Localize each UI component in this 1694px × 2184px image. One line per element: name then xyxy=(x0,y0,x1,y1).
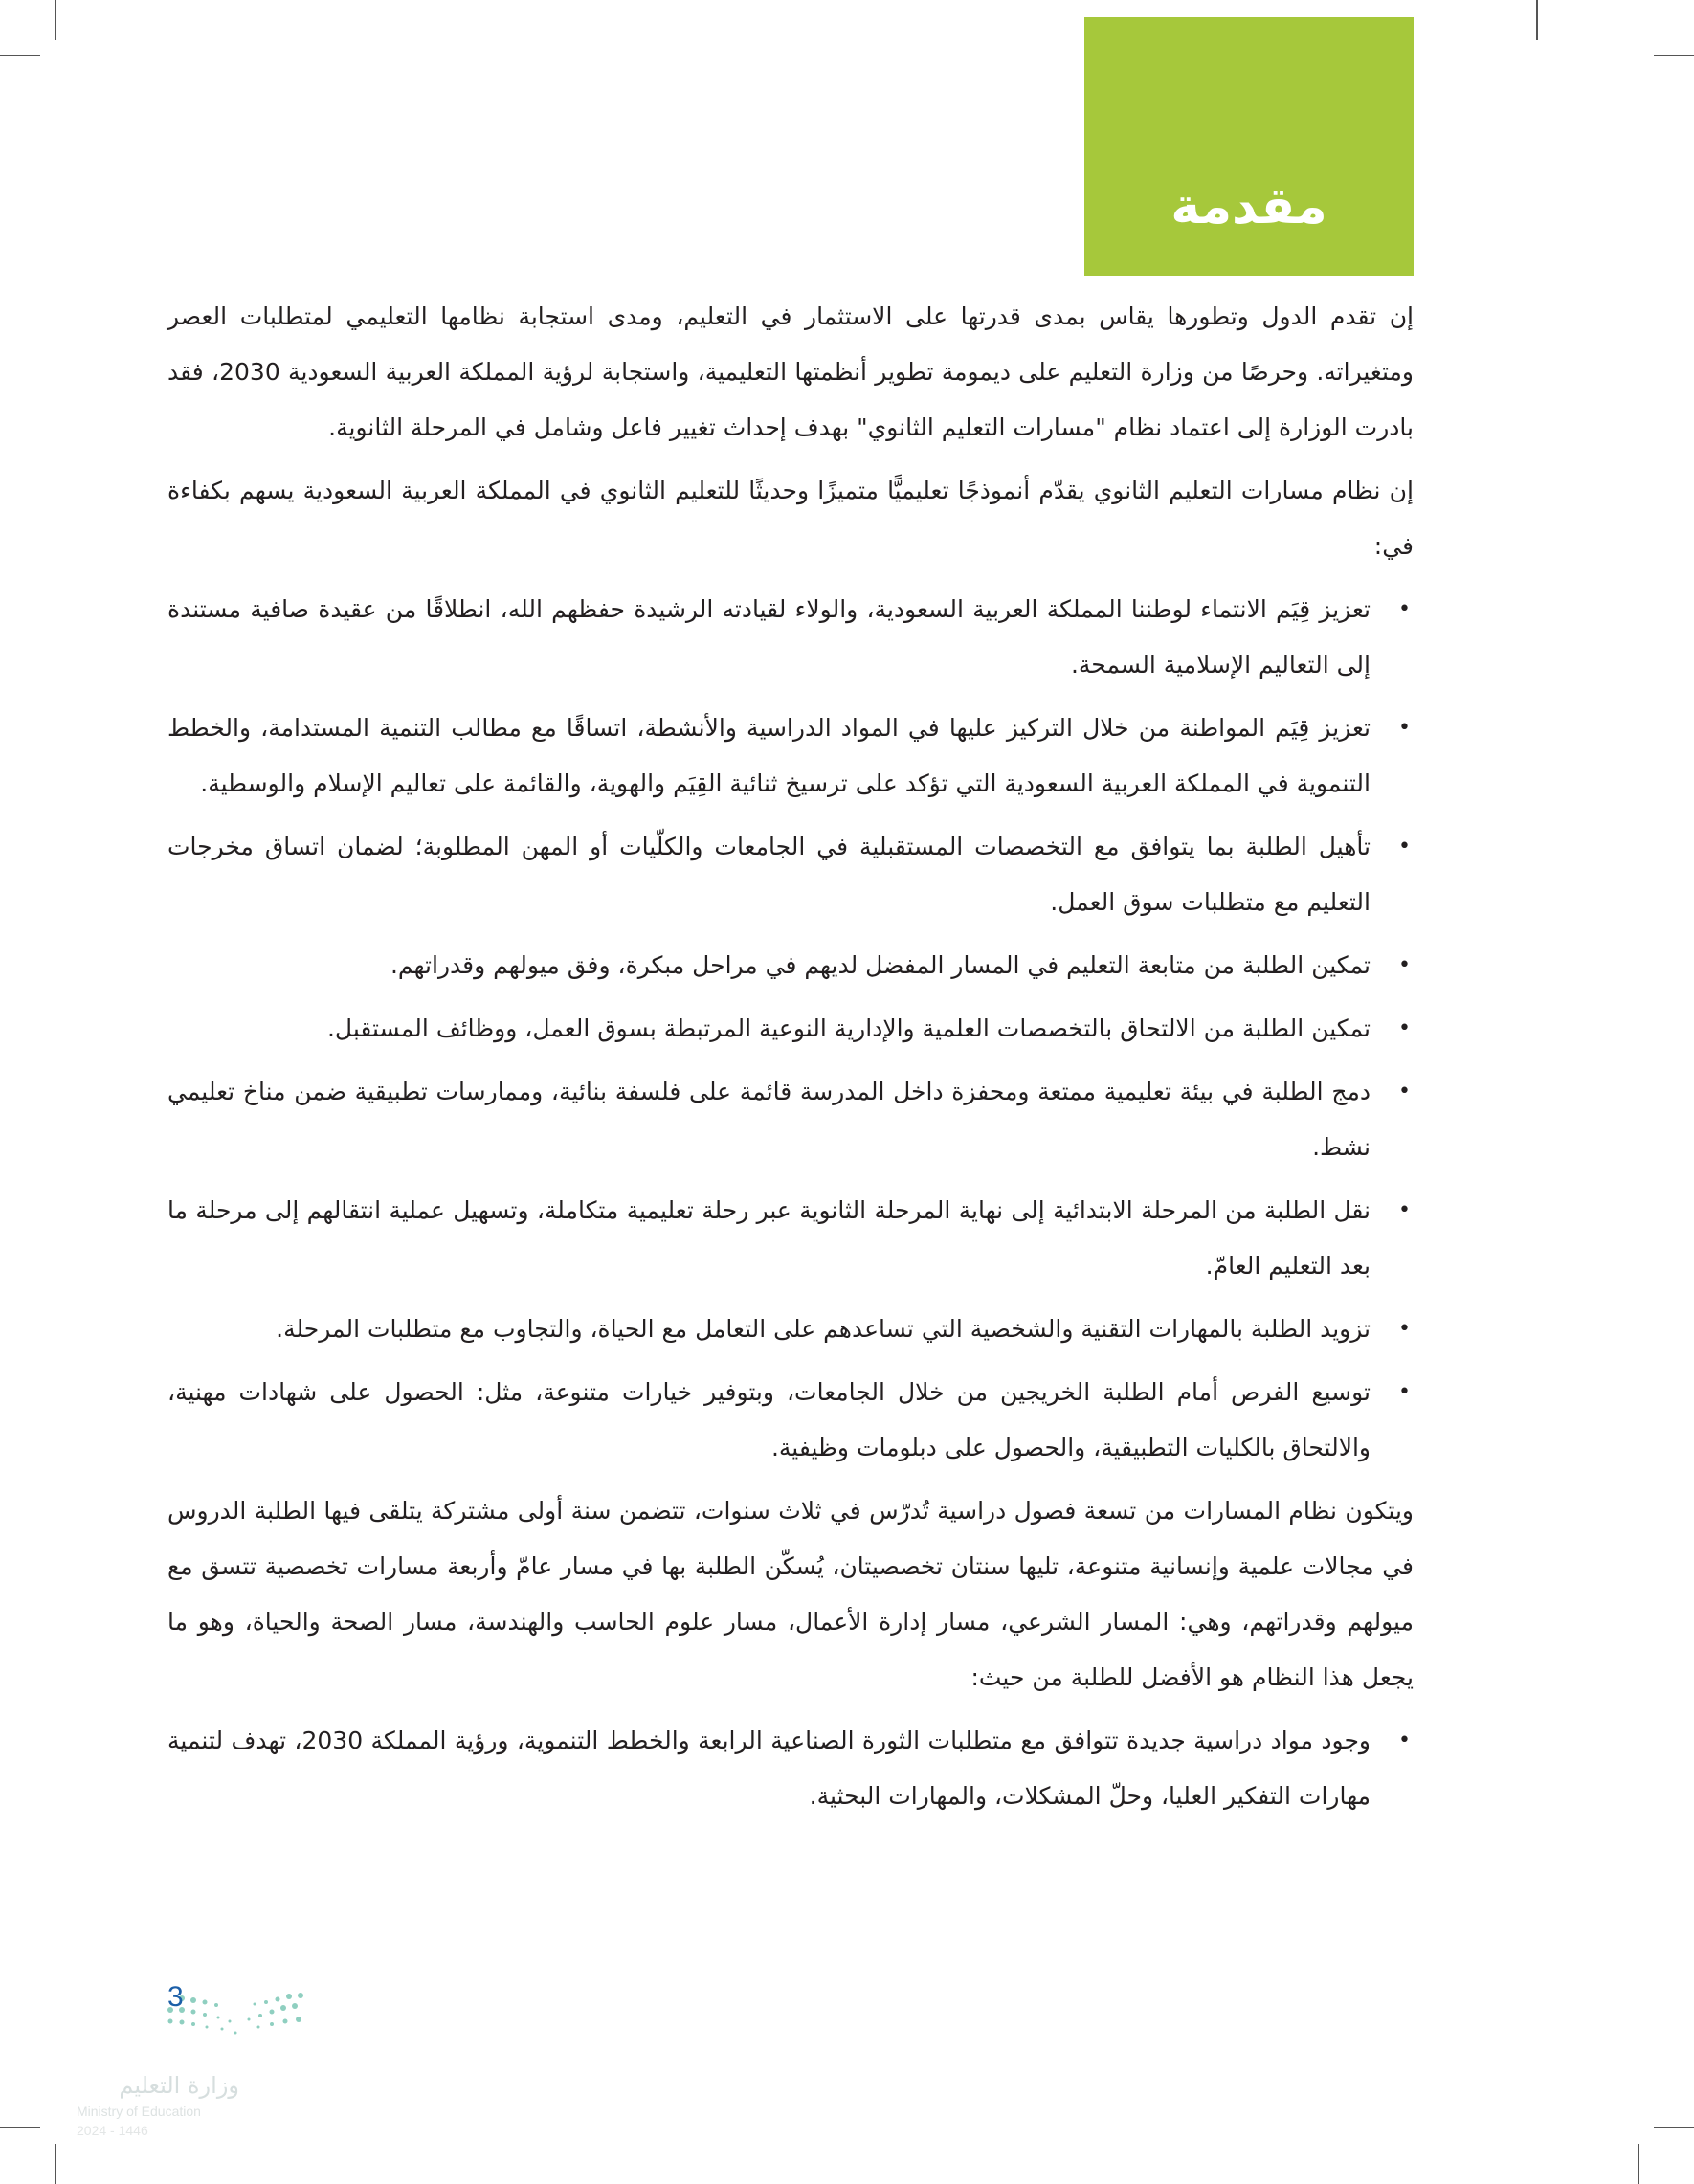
ministry-name-ar: وزارة التعليم xyxy=(119,2072,239,2099)
crop-mark xyxy=(1654,55,1694,56)
list-item: • تمكين الطلبة من متابعة التعليم في المسار المفضل لديهم في مراحل مبكرة، وفق ميولهم وقدراتهم. xyxy=(167,938,1414,993)
crop-mark xyxy=(0,55,40,56)
list-item: • توسيع الفرص أمام الطلبة الخريجين من خلال الجامعات، وبتوفير خيارات متنوعة، مثل: الحصول على شهادات مهنية، والالتحاق بالكليات التطبيقية، والحصول على دبلومات وظيفية. xyxy=(167,1365,1414,1476)
bullet-icon: • xyxy=(1398,1016,1411,1040)
benefits-list xyxy=(167,582,1414,1476)
list-item: • نقل الطلبة من المرحلة الابتدائية إلى نهاية المرحلة الثانوية عبر رحلة تعليمية متكاملة، وتسهيل عملية انتقالهم إلى مرحلة ما بعد التعليم العامّ. xyxy=(167,1183,1414,1294)
list-item: • تأهيل الطلبة بما يتوافق مع التخصصات المستقبلية في الجامعات والكلّيات أو المهن المطلوبة؛ لضمان اتساق مخرجات التعليم مع متطلبات سوق العمل. xyxy=(167,819,1414,930)
list-item: • وجود مواد دراسية جديدة تتوافق مع متطلبات الثورة الصناعية الرابعة والخطط التنموية، ورؤية المملكة 2030، تهدف لتنمية مهارات التفكير العليا، وحلّ المشكلات، والمهارات البحثية. xyxy=(167,1713,1414,1824)
edition-year: 2024 - 1446 xyxy=(77,2123,148,2138)
advantages-list xyxy=(167,1713,1414,1824)
bullet-icon: • xyxy=(1398,835,1411,858)
crop-mark xyxy=(55,0,56,40)
crop-mark xyxy=(1654,2127,1694,2128)
bullet-icon: • xyxy=(1398,1380,1411,1404)
list-item: • تعزيز قِيَم الانتماء لوطننا المملكة العربية السعودية، والولاء لقيادته الرشيدة حفظهم الله، انطلاقًا من عقيدة صافية مستندة إلى التعاليم الإسلامية السمحة. xyxy=(167,582,1414,693)
list-item: • تمكين الطلبة من الالتحاق بالتخصصات العلمية والإدارية النوعية المرتبطة بسوق العمل، ووظائف المستقبل. xyxy=(167,1001,1414,1057)
list-item: • تزويد الطلبة بالمهارات التقنية والشخصية التي تساعدهم على التعامل مع الحياة، والتجاوب مع متطلبات المرحلة. xyxy=(167,1302,1414,1357)
crop-mark xyxy=(1536,0,1538,40)
system-paragraph: إن نظام مسارات التعليم الثانوي يقدّم أنموذجًا تعليميًّا متميزًا وحديثًا للتعليم الثانوي في المملكة العربية السعودية يسهم بكفاءة في: xyxy=(167,477,1414,560)
bullet-icon: • xyxy=(1398,716,1411,740)
page-footer xyxy=(77,1981,325,2153)
bullet-icon: • xyxy=(1398,1317,1411,1341)
bullet-icon: • xyxy=(1398,1198,1411,1222)
ministry-logo-icon xyxy=(163,1991,306,2039)
crop-mark xyxy=(0,2127,40,2128)
bullet-icon: • xyxy=(1398,953,1411,977)
title-banner xyxy=(1084,17,1414,276)
page-number: 3 xyxy=(167,1981,184,2013)
crop-mark xyxy=(55,2144,56,2184)
list-item: • دمج الطلبة في بيئة تعليمية ممتعة ومحفزة داخل المدرسة قائمة على فلسفة بنائية، وممارسات تطبيقية ضمن مناخ تعليمي نشط. xyxy=(167,1064,1414,1175)
bullet-icon: • xyxy=(1398,597,1411,621)
ministry-name-en: Ministry of Education xyxy=(77,2104,201,2119)
crop-mark xyxy=(1638,2144,1639,2184)
intro-paragraph: إن تقدم الدول وتطورها يقاس بمدى قدرتها على الاستثمار في التعليم، ومدى استجابة نظامها التعليمي لمتطلبات العصر ومتغيراته. وحرصًا من وزارة التعليم على ديمومة تطوير أنظمتها التعليمية، واستجابة لرؤية المملكة العربية السعودية 2030، فقد بادرت الوزارة إلى اعتماد نظام "مسارات التعليم الثانوي" بهدف إحداث تغيير فاعل وشامل في المرحلة الثانوية. xyxy=(167,302,1414,441)
bullet-icon: • xyxy=(1398,1080,1411,1103)
bullet-icon: • xyxy=(1398,1728,1411,1752)
list-item: • تعزيز قِيَم المواطنة من خلال التركيز عليها في المواد الدراسية والأنشطة، اتساقًا مع مطالب التنمية المستدامة، والخطط التنموية في المملكة العربية السعودية التي تؤكد على ترسيخ ثنائية القِيَم والهوية، والقائمة على تعاليم الإسلام والوسطية. xyxy=(167,701,1414,812)
page-title: مقدمة xyxy=(1170,178,1327,235)
document-body xyxy=(167,289,1414,1832)
tracks-paragraph: ويتكون نظام المسارات من تسعة فصول دراسية تُدرّس في ثلاث سنوات، تتضمن سنة أولى مشتركة يتلقى فيها الطلبة الدروس في مجالات علمية وإنسانية متنوعة، تليها سنتان تخصصيتان، يُسكّن الطلبة بها في مسار عامّ وأربعة مسارات تخصصية تتسق مع ميولهم وقدراتهم، وهي: المسار الشرعي، مسار إدارة الأعمال، مسار علوم الحاسب والهندسة، مسار الصحة والحياة، وهو ما يجعل هذا النظام هو الأفضل للطلبة من حيث: xyxy=(167,1497,1414,1691)
